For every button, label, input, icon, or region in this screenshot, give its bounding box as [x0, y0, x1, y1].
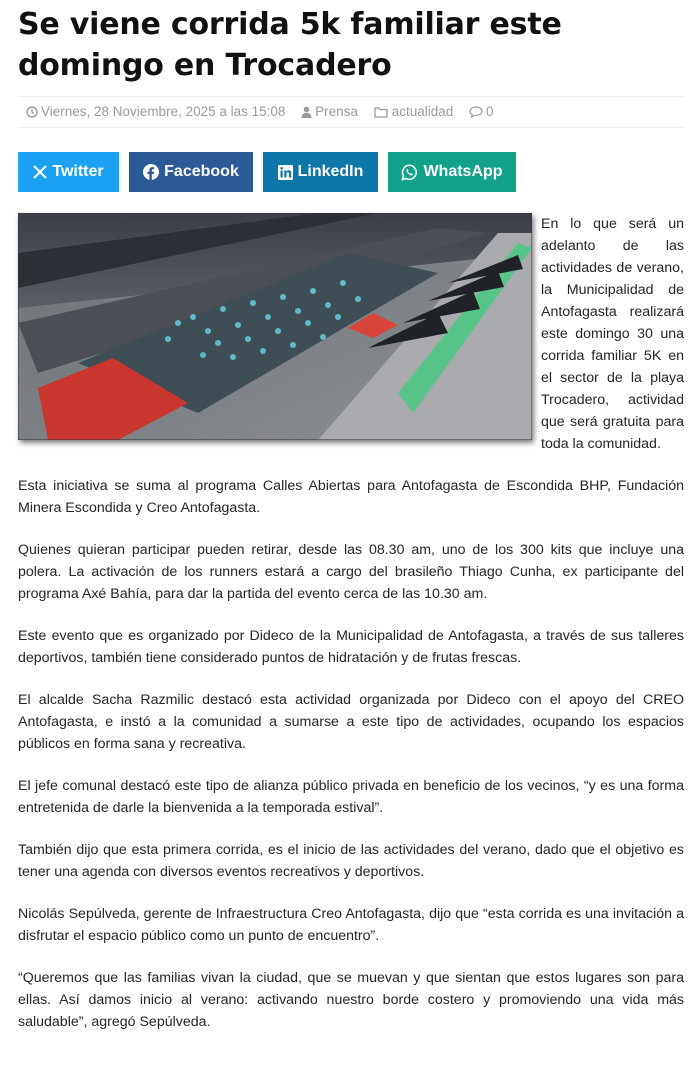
clock-icon	[26, 106, 38, 118]
article-paragraph-8: Nicolás Sepúlveda, gerente de Infraestructura Creo Antofagasta, dijo que “esta corrida es una invitación a disfrutar el espacio público como un punto de encuentro”.	[18, 906, 684, 944]
comment-icon	[469, 106, 483, 118]
article-paragraph-3: Quienes quieran participar pueden retirar, desde las 08.30 am, uno de los 300 kits que incluye una polera. La activación de los runners estará a cargo del brasileño Thiago Cunha, ex participante del programa Axé Bahía, para dar la partida del evento cerca de las 10.30 am.	[18, 542, 684, 602]
meta-author-text[interactable]: Prensa	[315, 104, 358, 119]
meta-author[interactable]	[301, 104, 362, 119]
meta-comments-count[interactable]: 0	[486, 104, 494, 119]
meta-date-text: Viernes, 28 Noviembre, 2025 a las 15:08	[41, 104, 286, 119]
article-meta	[18, 96, 684, 128]
article-paragraph-6: El jefe comunal destacó este tipo de alianza público privada en beneficio de los vecinos, “y es una forma entretenida de darle la bienvenida a la temporada estival”.	[18, 778, 684, 816]
share-twitter-label[interactable]: Twitter	[52, 163, 104, 180]
share-facebook-button[interactable]	[129, 152, 253, 192]
article-photo	[18, 213, 532, 440]
share-facebook-label[interactable]: Facebook	[164, 163, 239, 180]
facebook-icon	[143, 164, 159, 180]
article-paragraph-9: “Queremos que las familias vivan la ciudad, que se muevan y que sientan que estos lugares son para ellas. Así damos inicio al verano: activando nuestro borde costero y promoviendo una vida más saludable”, agregó Sepúlveda.	[18, 970, 684, 1030]
article-paragraph-4: Este evento que es organizado por Dideco de la Municipalidad de Antofagasta, a través de sus talleres deportivos, también tiene considerado puntos de hidratación y de frutas frescas.	[18, 628, 684, 666]
article-title: Se viene corrida 5k familiar este domingo en Trocadero	[18, 7, 562, 83]
share-linkedin-label[interactable]: LinkedIn	[297, 163, 364, 180]
whatsapp-icon	[401, 164, 418, 181]
share-whatsapp-label[interactable]: WhatsApp	[423, 163, 503, 180]
user-icon	[301, 106, 312, 118]
meta-category[interactable]	[374, 104, 457, 119]
article-body	[18, 213, 684, 1033]
share-twitter-button[interactable]	[18, 152, 119, 192]
article-paragraph-5: El alcalde Sacha Razmilic destacó esta actividad organizada por Dideco con el apoyo del CREO Antofagasta, e instó a la comunidad a sumarse a este tipo de actividades, ocupando los espacios públicos en forma sana y recreativa.	[18, 692, 684, 752]
share-whatsapp-button[interactable]	[388, 152, 516, 192]
linkedin-icon	[278, 165, 293, 180]
share-linkedin-button[interactable]	[263, 152, 378, 192]
article-paragraph-1: En lo que será un adelanto de las actividades de verano, la Municipalidad de Antofagasta realizará este domingo 30 una corrida familiar 5K en el sector de la playa Trocadero, actividad que será gratuita para toda la comunidad.	[541, 216, 684, 452]
meta-comments[interactable]	[469, 104, 494, 119]
share-buttons	[18, 152, 684, 192]
meta-date	[26, 104, 289, 119]
article-paragraph-7: También dijo que esta primera corrida, es el inicio de las actividades del verano, dado que el objetivo es tener una agenda con diversos eventos recreativos y deportivos.	[18, 842, 684, 880]
x-logo-icon	[33, 165, 47, 179]
meta-category-text[interactable]: actualidad	[391, 104, 454, 119]
article-paragraph-2: Esta iniciativa se suma al programa Calles Abiertas para Antofagasta de Escondida BHP, Fundación Minera Escondida y Creo Antofagasta.	[18, 478, 684, 516]
folder-icon	[374, 106, 389, 118]
